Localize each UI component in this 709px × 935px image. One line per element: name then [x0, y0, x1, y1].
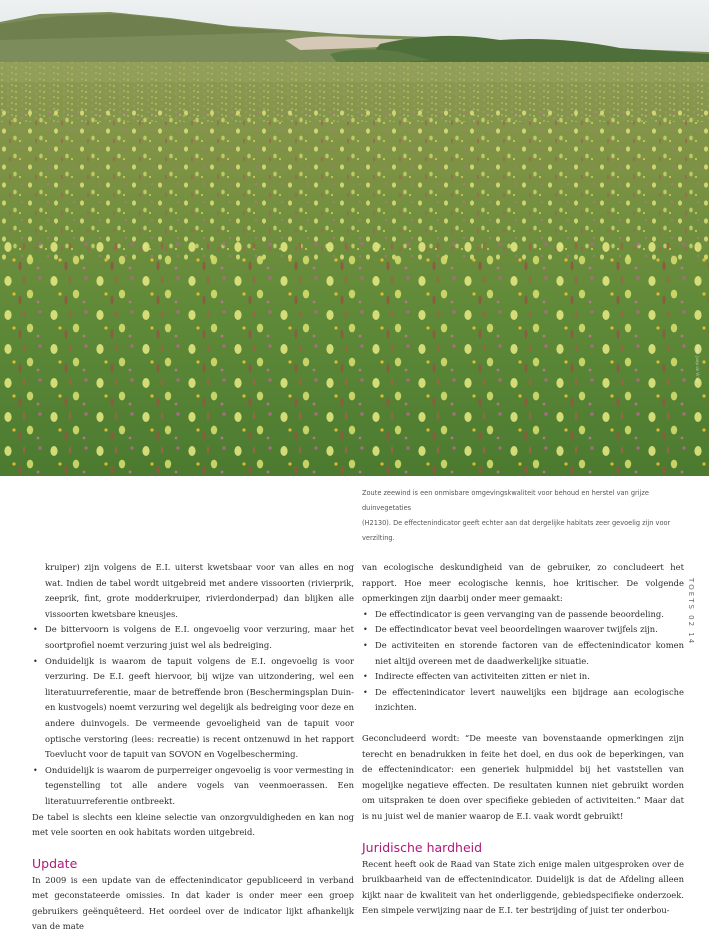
list-item: • De effectindicator bevat veel beoordelingen waarover twijfels zijn. [362, 622, 684, 638]
journal-issue-label: TOETS 02 14 [687, 578, 695, 646]
update-paragraph: In 2009 is een update van de effectenindicator gepubliceerd in verband met geconstateerde omissies. In dat kader is onder meer een groep gebruikers geënquêteerd. Het oordeel over de indicator lijkt afhankelijk van de mate [32, 874, 354, 932]
list-item: • De effectindicator is geen vervanging van de passende beoordeling. [362, 607, 684, 623]
list-item: • Onduidelijk is waarom de tapuit volgens de E.I. ongevoelig is voor verzuring. De E.I. geeft hiervoor, bij wijze van uitzondering, wel een literatuurreferentie, maar de betreffende bron (Beschermingsplan Duin- en kustvogels) noemt verzuring wel degelijk als bedreiging voor deze en andere duinvogels. De vermeende gevoeligheid van de tapuit voor optische verstoring (lees: recreatie) is recent ontzenuwd in het rapport Toevlucht voor de tapuit van SOVON en Vogelbescherming. [32, 654, 354, 763]
caption-line-2: (H2130). De effectenindicator geeft echter aan dat dergelijke habitats zeer gevoelig zijn voor verzilting. [362, 519, 671, 542]
right-intro-paragraph: van ecologische deskundigheid van de gebruiker, zo concludeert het rapport. Hoe meer ecologische kennis, hoe kritischer. De volgende opmerkingen zijn daarbij onder meer gemaakt: [362, 562, 684, 604]
caption-line-1: Zoute zeewind is een onmisbare omgevingskwaliteit voor behoud en herstel van grijze duinvegetaties [362, 489, 649, 512]
update-heading: Update [32, 855, 78, 871]
legal-paragraph: Recent heeft ook de Raad van State zich enige malen uitgesproken over de bruikbaarheid van de effectenindicator. Duidelijk is dat de Afdeling alleen kijkt naar de kwaliteit van het onderliggende, gebiedspecifieke onderzoek. Een simpele verwijzing naar de E.I. ter bestrijding of juist ter onderbou- [362, 858, 684, 916]
left-column [32, 560, 354, 935]
legal-heading: Juridische hardheid [362, 839, 483, 855]
conclusion-paragraph: Geconcludeerd wordt: “De meeste van bovenstaande opmerkingen zijn terecht en benadrukken in feite het doel, en dus ook de beperkingen, van de effectenindicator: een generiek hulpmiddel bij het vaststellen van mogelijke negatieve effecten. De resultaten kunnen niet gebruikt worden om uitspraken te doen over specifieke gebieden of activiteiten.” Maar dat is nu juist wel de manier waarop de E.I. vaak wordt gebruikt! [362, 732, 684, 821]
list-item: • De activiteiten en storende factoren van de effectenindicator komen niet altijd overeen met de daadwerkelijke situatie. [362, 638, 684, 669]
photo-credit: Foto: Joep de Vries [695, 345, 700, 383]
intro-continuation: kruiper) zijn volgens de E.I. uiterst kwetsbaar voor van alles en nog wat. Indien de tabel wordt uitgebreid met andere vissoorten (rivierprik, zeeprik, fint, grote modderkruiper, rivierdonderpad) dan blijken alle vissoorten kwetsbare kneusjes. [45, 562, 354, 619]
closing-paragraph: De tabel is slechts een kleine selectie van onzorgvuldigheden en kan nog met vele soorten en ook habitats worden uitgebreid. [32, 811, 354, 838]
photo-caption [362, 486, 682, 546]
right-column [362, 560, 684, 919]
list-item: • Indirecte effecten van activiteiten zitten er niet in. [362, 669, 684, 685]
list-item: • Onduidelijk is waarom de purperreiger ongevoelig is voor vermesting in tegenstelling tot alle andere vogels van veenmoerassen. Een literatuurreferentie ontbreekt. [32, 763, 354, 810]
left-bullet-list [32, 622, 354, 809]
list-item: • De effectenindicator levert nauwelijks een bijdrage aan ecologische inzichten. [362, 685, 684, 716]
right-bullet-list [362, 607, 684, 716]
list-item: • De bittervoorn is volgens de E.I. ongevoelig voor verzuring, maar het soortprofiel noemt verzuring juist wel als bedreiging. [32, 622, 354, 653]
